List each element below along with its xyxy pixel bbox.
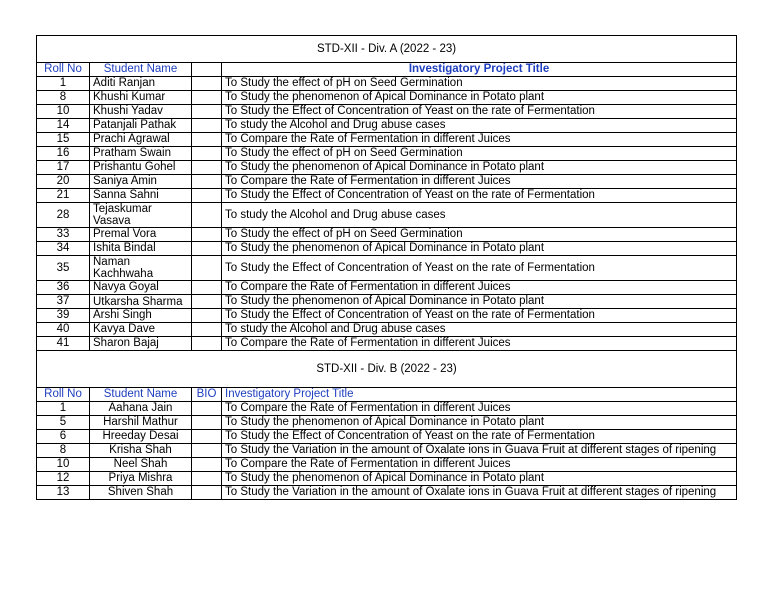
project-title-cell: To Compare the Rate of Fermentation in different Juices (222, 458, 737, 472)
student-name-cell: Neel Shah (90, 458, 192, 472)
roll-no-cell: 37 (37, 295, 90, 309)
bio-cell (192, 444, 222, 458)
student-name-cell: Ishita Bindal (90, 242, 192, 256)
table-row (37, 133, 737, 147)
bio-cell (192, 402, 222, 416)
table-row (37, 228, 737, 242)
table-row (37, 430, 737, 444)
roll-no-cell: 1 (37, 77, 90, 91)
project-title-cell: To Compare the Rate of Fermentation in different Juices (222, 175, 737, 189)
table-row (37, 337, 737, 351)
student-name-cell: Prachi Agrawal (90, 133, 192, 147)
project-title-cell: To Study the Variation in the amount of Oxalate ions in Guava Fruit at different stages of ripening (222, 486, 737, 500)
table-row (37, 203, 737, 228)
bio-cell (192, 323, 222, 337)
bio-cell (192, 256, 222, 281)
bio-cell (192, 416, 222, 430)
roll-no-cell: 17 (37, 161, 90, 175)
table-row (37, 281, 737, 295)
student-name-cell: Krisha Shah (90, 444, 192, 458)
project-title-cell: To Compare the Rate of Fermentation in different Juices (222, 402, 737, 416)
table-row (37, 189, 737, 203)
roll-no-cell: 34 (37, 242, 90, 256)
table-row (37, 256, 737, 281)
project-title-cell: To Study the Effect of Concentration of Yeast on the rate of Fermentation (222, 189, 737, 203)
project-title-cell: To Study the phenomenon of Apical Dominance in Potato plant (222, 242, 737, 256)
roll-no-cell: 1 (37, 402, 90, 416)
div-a-title-row (37, 36, 737, 63)
project-title-cell: To Study the Effect of Concentration of Yeast on the rate of Fermentation (222, 430, 737, 444)
project-title-cell: To Study the effect of pH on Seed Germination (222, 77, 737, 91)
roll-no-cell: 21 (37, 189, 90, 203)
student-name-cell: Khushi Yadav (90, 105, 192, 119)
roll-no-cell: 16 (37, 147, 90, 161)
project-title-cell: To Study the phenomenon of Apical Dominance in Potato plant (222, 161, 737, 175)
roll-no-cell: 10 (37, 105, 90, 119)
roll-no-cell: 12 (37, 472, 90, 486)
roll-no-cell: 40 (37, 323, 90, 337)
student-name-cell: Pratham Swain (90, 147, 192, 161)
table-row (37, 175, 737, 189)
table-row (37, 309, 737, 323)
student-name-cell: Harshil Mathur (90, 416, 192, 430)
bio-cell (192, 228, 222, 242)
bio-cell (192, 189, 222, 203)
project-title-cell: To Study the phenomenon of Apical Dominance in Potato plant (222, 416, 737, 430)
roll-no-cell: 39 (37, 309, 90, 323)
div-b-header-roll: Roll No (37, 388, 90, 402)
div-a-header-title: Investigatory Project Title (222, 63, 737, 77)
table-row (37, 416, 737, 430)
div-b-title-row (37, 351, 737, 388)
roll-no-cell: 28 (37, 203, 90, 228)
table-row (37, 295, 737, 309)
table-row (37, 458, 737, 472)
roll-no-cell: 41 (37, 337, 90, 351)
student-name-cell: Hreeday Desai (90, 430, 192, 444)
student-name-cell: Navya Goyal (90, 281, 192, 295)
student-name-cell: Khushi Kumar (90, 91, 192, 105)
roll-no-cell: 33 (37, 228, 90, 242)
student-name-cell: Arshi Singh (90, 309, 192, 323)
roll-no-cell: 36 (37, 281, 90, 295)
bio-cell (192, 458, 222, 472)
project-title-cell: To Study the Effect of Concentration of Yeast on the rate of Fermentation (222, 309, 737, 323)
student-name-cell: Patanjali Pathak (90, 119, 192, 133)
table-row (37, 105, 737, 119)
student-name-cell: Naman Kachhwaha (90, 256, 192, 281)
bio-cell (192, 472, 222, 486)
roll-no-cell: 15 (37, 133, 90, 147)
bio-cell (192, 161, 222, 175)
bio-cell (192, 309, 222, 323)
student-name-cell: Priya Mishra (90, 472, 192, 486)
student-name-cell: Premal Vora (90, 228, 192, 242)
roll-no-cell: 6 (37, 430, 90, 444)
bio-cell (192, 295, 222, 309)
project-title-cell: To Study the phenomenon of Apical Dominance in Potato plant (222, 472, 737, 486)
project-title-cell: To Study the effect of pH on Seed Germination (222, 147, 737, 161)
student-name-cell: Aahana Jain (90, 402, 192, 416)
div-a-header-row (37, 63, 737, 77)
student-name-cell: Tejaskumar Vasava (90, 203, 192, 228)
student-name-cell: Aditi Ranjan (90, 77, 192, 91)
project-title-cell: To Study the effect of pH on Seed Germination (222, 228, 737, 242)
div-a-header-roll: Roll No (37, 63, 90, 77)
bio-cell (192, 203, 222, 228)
table-row (37, 161, 737, 175)
div-b-header-name: Student Name (90, 388, 192, 402)
bio-cell (192, 119, 222, 133)
student-name-cell: Sanna Sahni (90, 189, 192, 203)
bio-cell (192, 486, 222, 500)
project-title-cell: To study the Alcohol and Drug abuse cases (222, 323, 737, 337)
table-row (37, 486, 737, 500)
roll-no-cell: 10 (37, 458, 90, 472)
div-a-header-name: Student Name (90, 63, 192, 77)
roll-no-cell: 8 (37, 91, 90, 105)
project-title-cell: To study the Alcohol and Drug abuse cases (222, 119, 737, 133)
table-row (37, 147, 737, 161)
roll-no-cell: 20 (37, 175, 90, 189)
student-name-cell: Shiven Shah (90, 486, 192, 500)
bio-cell (192, 91, 222, 105)
student-name-cell: Sharon Bajaj (90, 337, 192, 351)
project-sheet (36, 35, 737, 500)
project-title-cell: To Study the phenomenon of Apical Dominance in Potato plant (222, 295, 737, 309)
div-b-header-bio: BIO (192, 388, 222, 402)
div-a-header-bio (192, 63, 222, 77)
project-title-cell: To Study the phenomenon of Apical Dominance in Potato plant (222, 91, 737, 105)
roll-no-cell: 5 (37, 416, 90, 430)
table-row (37, 242, 737, 256)
roll-no-cell: 13 (37, 486, 90, 500)
table-row (37, 472, 737, 486)
project-title-cell: To Compare the Rate of Fermentation in different Juices (222, 281, 737, 295)
project-title-cell: To Study the Effect of Concentration of Yeast on the rate of Fermentation (222, 105, 737, 119)
div-b-header-row (37, 388, 737, 402)
bio-cell (192, 77, 222, 91)
table-row (37, 91, 737, 105)
student-name-cell: Kavya Dave (90, 323, 192, 337)
roll-no-cell: 14 (37, 119, 90, 133)
student-name-cell: Saniya Amin (90, 175, 192, 189)
bio-cell (192, 175, 222, 189)
div-a-title: STD-XII - Div. A (2022 - 23) (37, 36, 737, 63)
bio-cell (192, 133, 222, 147)
student-name-cell: Prishantu Gohel (90, 161, 192, 175)
table-row (37, 444, 737, 458)
student-name-cell: Utkarsha Sharma (90, 295, 192, 309)
project-title-cell: To Compare the Rate of Fermentation in different Juices (222, 133, 737, 147)
roll-no-cell: 35 (37, 256, 90, 281)
bio-cell (192, 147, 222, 161)
table-row (37, 402, 737, 416)
project-title-cell: To Compare the Rate of Fermentation in different Juices (222, 337, 737, 351)
roll-no-cell: 8 (37, 444, 90, 458)
bio-cell (192, 281, 222, 295)
project-title-cell: To Study the Variation in the amount of Oxalate ions in Guava Fruit at different stages of ripening (222, 444, 737, 458)
bio-cell (192, 105, 222, 119)
table-row (37, 77, 737, 91)
bio-cell (192, 430, 222, 444)
bio-cell (192, 242, 222, 256)
bio-cell (192, 337, 222, 351)
div-b-title: STD-XII - Div. B (2022 - 23) (37, 351, 737, 388)
div-b-header-title: Investigatory Project Title (222, 388, 737, 402)
project-title-cell: To study the Alcohol and Drug abuse cases (222, 203, 737, 228)
project-title-cell: To Study the Effect of Concentration of Yeast on the rate of Fermentation (222, 256, 737, 281)
table-row (37, 323, 737, 337)
table-row (37, 119, 737, 133)
